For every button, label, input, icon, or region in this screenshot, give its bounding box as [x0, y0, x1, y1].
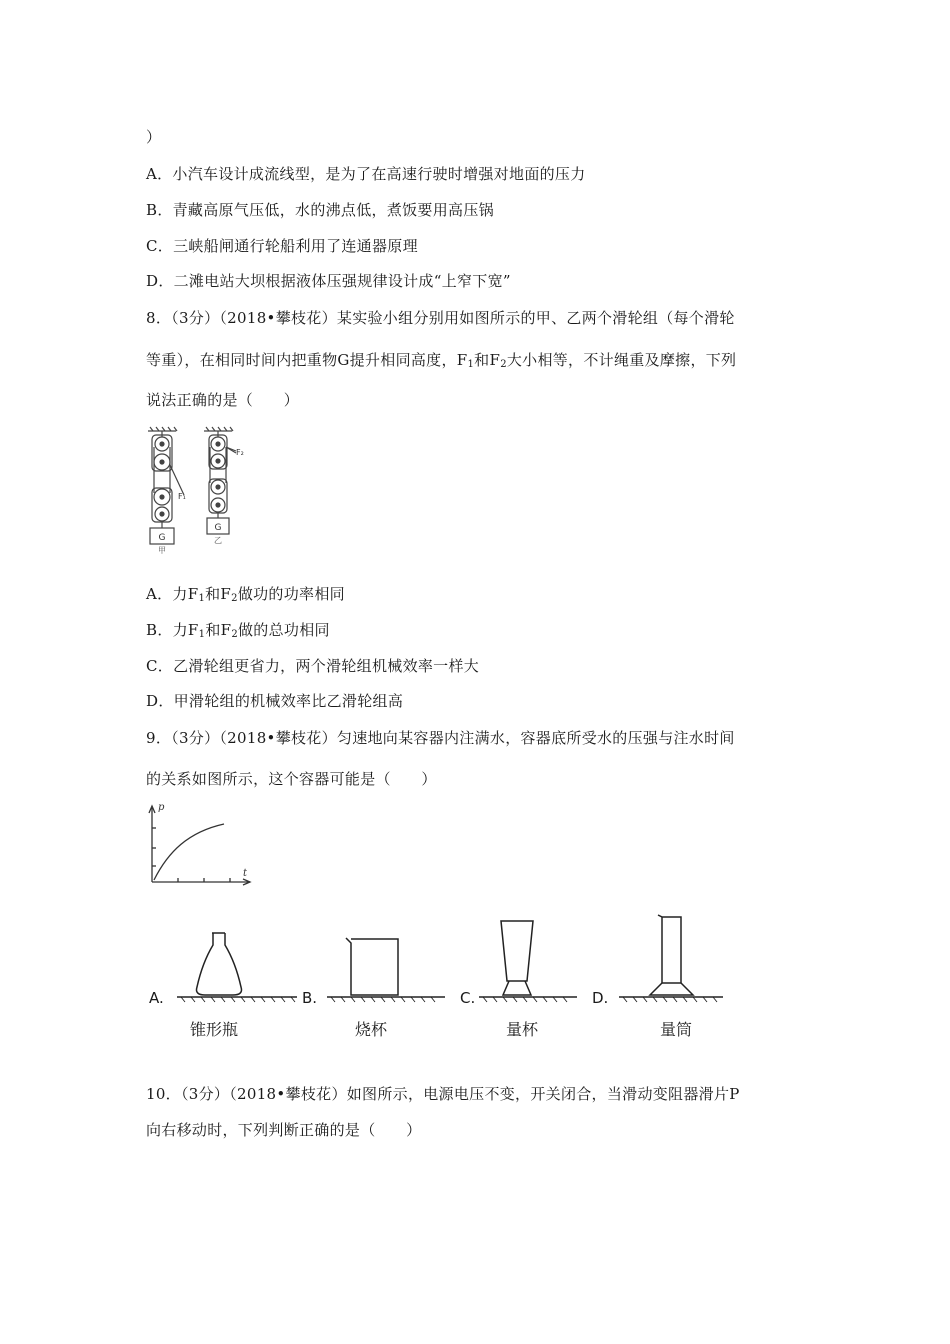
- q10-stem-line2: 向右移动时，下列判断正确的是（ ）: [146, 1121, 422, 1139]
- container-d-name: 量筒: [660, 1020, 693, 1039]
- weight-label-left: G: [158, 533, 166, 543]
- q8-option-d: D．甲滑轮组的机械效率比乙滑轮组高: [146, 692, 404, 710]
- container-a-name: 锥形瓶: [190, 1020, 239, 1039]
- q8-option-c: C．乙滑轮组更省力，两个滑轮组机械效率一样大: [146, 657, 480, 675]
- weight-label-right: G: [214, 523, 222, 533]
- container-c-name: 量杯: [506, 1020, 539, 1039]
- graph-x-label: t: [243, 868, 248, 879]
- q8-option-b: B．力$F_1$和$F_2$做的总功相同: [146, 621, 330, 640]
- containers-figure: [145, 905, 735, 1005]
- q7-option-c: C．三峡船闸通行轮船利用了连通器原理: [146, 237, 418, 255]
- caption-jia: 甲: [158, 546, 166, 555]
- pressure-time-graph: [140, 800, 260, 890]
- q7-tail: ）: [146, 128, 162, 146]
- q8-stem-line3: 说法正确的是（ ）: [146, 391, 300, 409]
- q7-option-b: B．青藏高原气压低，水的沸点低，煮饭要用高压锅: [146, 201, 494, 219]
- q8-stem-line1: 8．（3分）（2018•攀枝花）某实验小组分别用如图所示的甲、乙两个滑轮组（每个滑轮: [146, 309, 735, 327]
- q8-stem-line2: 等重），在相同时间内把重物G提升相同高度，$F_1$和$F_2$大小相等，不计绳重及摩擦，下列: [146, 351, 737, 370]
- graph-y-label: p: [158, 802, 165, 813]
- q9-stem-line2: 的关系如图所示，这个容器可能是（ ）: [146, 770, 437, 788]
- container-b-letter: B.: [302, 989, 318, 1007]
- pulley-figure: [140, 425, 260, 555]
- container-b-name: 烧杯: [355, 1020, 388, 1039]
- q7-option-d: D．二滩电站大坝根据液体压强规律设计成“上窄下宽”: [146, 272, 511, 290]
- q10-stem-line1: 10．（3分）（2018•攀枝花）如图所示，电源电压不变，开关闭合，当滑动变阻器滑片P: [146, 1085, 740, 1103]
- force-label-1: F₁: [178, 492, 186, 501]
- container-a-letter: A.: [149, 989, 164, 1007]
- caption-yi: 乙: [214, 536, 222, 545]
- force-label-2: F₂: [236, 448, 244, 457]
- container-c-letter: C.: [460, 989, 476, 1007]
- q9-stem-line1: 9．（3分）（2018•攀枝花）匀速地向某容器内注满水，容器底所受水的压强与注水时间: [146, 729, 735, 747]
- container-d-letter: D.: [592, 989, 609, 1007]
- q7-option-a: A．小汽车设计成流线型，是为了在高速行驶时增强对地面的压力: [146, 165, 586, 183]
- q8-option-a: A．力$F_1$和$F_2$做功的功率相同: [146, 585, 345, 604]
